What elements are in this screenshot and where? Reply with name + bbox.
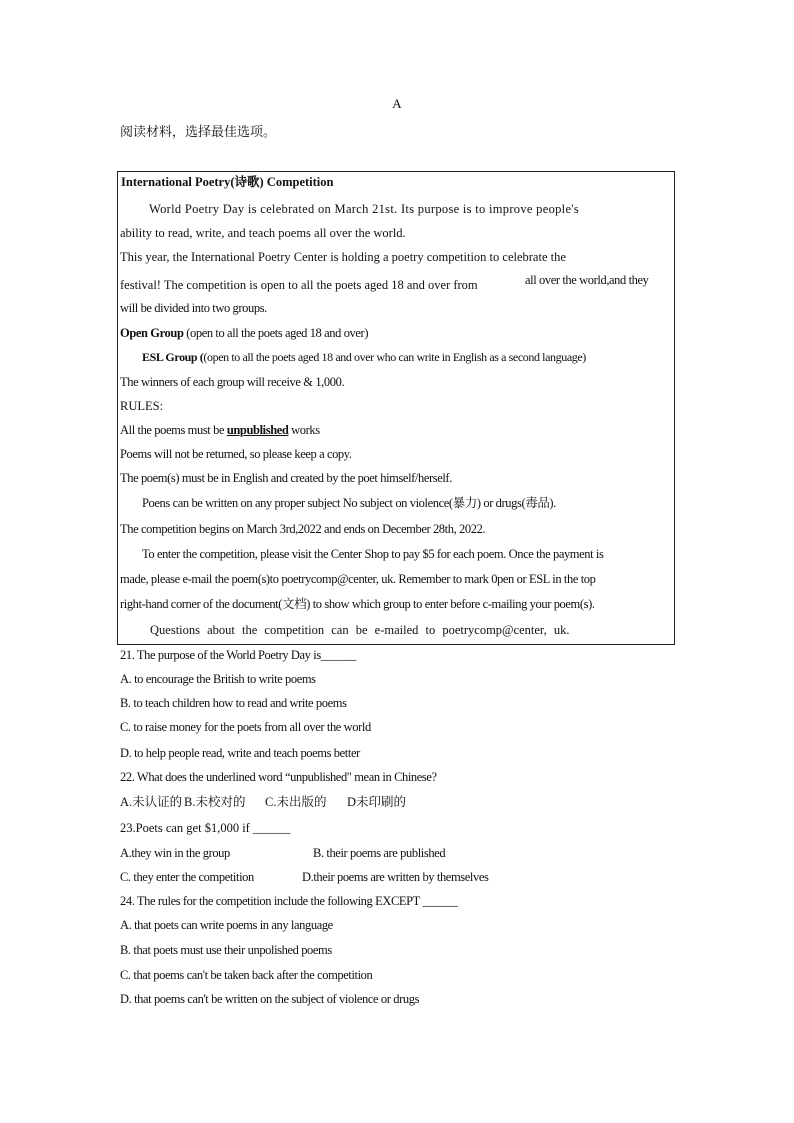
q22-option-a: A.未认证的 [120,795,183,809]
open-group-desc: (open to all the poets aged 18 and over) [183,326,369,340]
q23-stem: 23.Poets can get $1,000 if ______ [120,821,291,835]
esl-group-desc: (open to all the poets aged 18 and over who can write in English as a second language) [203,350,586,364]
esl-group-label: ESL Group ( [142,350,204,364]
passage-para1-line2: ability to read, write, and teach poems all over the world. [120,226,406,240]
q24-option-b: B. that poets must use their unpolished poems [120,943,332,957]
q24-option-d: D. that poems can't be written on the subject of violence or drugs [120,992,420,1006]
q22-option-d: D未印刷的 [347,795,407,809]
winners-line: The winners of each group will receive & 1,000. [120,375,345,389]
enter-line-3: right-hand corner of the document(文档) to show which group to enter before c-mailing your poem(s). [120,597,595,611]
q23-option-a: A.they win in the group [120,846,230,860]
rule-4: Poens can be written on any proper subject No subject on violence(暴力) or drugs(毒品). [142,496,556,510]
rule-1-pre: All the poems must be [120,423,227,437]
rule-1-keyword: unpublished [226,423,289,437]
q22-stem: 22. What does the underlined word “unpublished" mean in Chinese? [120,770,437,784]
passage-para2-line2a: festival! The competition is open to all the poets aged 18 and over from [120,278,478,292]
passage-para1-line1: World Poetry Day is celebrated on March 21st. Its purpose is to improve people's [149,202,580,216]
instruction-text: 阅读材料，选择最佳选项。 [120,124,277,139]
passage-title: International Poetry(诗歌) Competition [121,175,334,189]
rule-2: Poems will not be returned, so please keep a copy. [120,447,352,461]
open-group-label: Open Group [120,326,184,340]
rule-3: The poem(s) must be in English and created by the poet himself/herself. [120,471,452,485]
passage-para2-line3: will be divided into two groups. [120,301,267,315]
q21-option-a: A. to encourage the British to write poems [120,672,316,686]
rules-heading: RULES: [120,399,164,413]
section-letter: A [392,96,402,111]
q21-option-c: C. to raise money for the poets from all over the world [120,720,371,734]
rule-1-post: works [288,423,320,437]
passage-para2-line2b: all over the world,and they [525,273,649,287]
questions-line: Questions about the competition can be e-mailed to poetrycomp@center, uk. [150,623,570,637]
q24-option-c: C. that poems can't be taken back after the competition [120,968,373,982]
q22-option-b: B.未校对的 [184,795,246,809]
q24-stem: 24. The rules for the competition include the following EXCEPT ______ [120,894,458,908]
esl-group-line [142,349,586,365]
enter-line-2: made, please e-mail the poem(s)to poetrycomp@center, uk. Remember to mark 0pen or ESL in the top [120,572,596,586]
passage-para2-line1: This year, the International Poetry Center is holding a poetry competition to celebrate the [120,250,566,264]
q21-option-d: D. to help people read, write and teach poems better [120,746,360,760]
open-group-line [120,325,368,341]
rule-1 [120,422,320,438]
rule-5: The competition begins on March 3rd,2022 and ends on December 28th, 2022. [120,522,486,536]
q23-option-d: D.their poems are written by themselves [302,870,489,884]
enter-line-1: To enter the competition, please visit the Center Shop to pay $5 for each poem. Once the payment is [142,547,604,561]
q21-stem: 21. The purpose of the World Poetry Day is______ [120,648,356,662]
q24-option-a: A. that poets can write poems in any language [120,918,333,932]
q22-option-c: C.未出版的 [265,795,327,809]
q21-option-b: B. to teach children how to read and write poems [120,696,347,710]
q23-option-b: B. their poems are published [313,846,446,860]
q23-option-c: C. they enter the competition [120,870,254,884]
